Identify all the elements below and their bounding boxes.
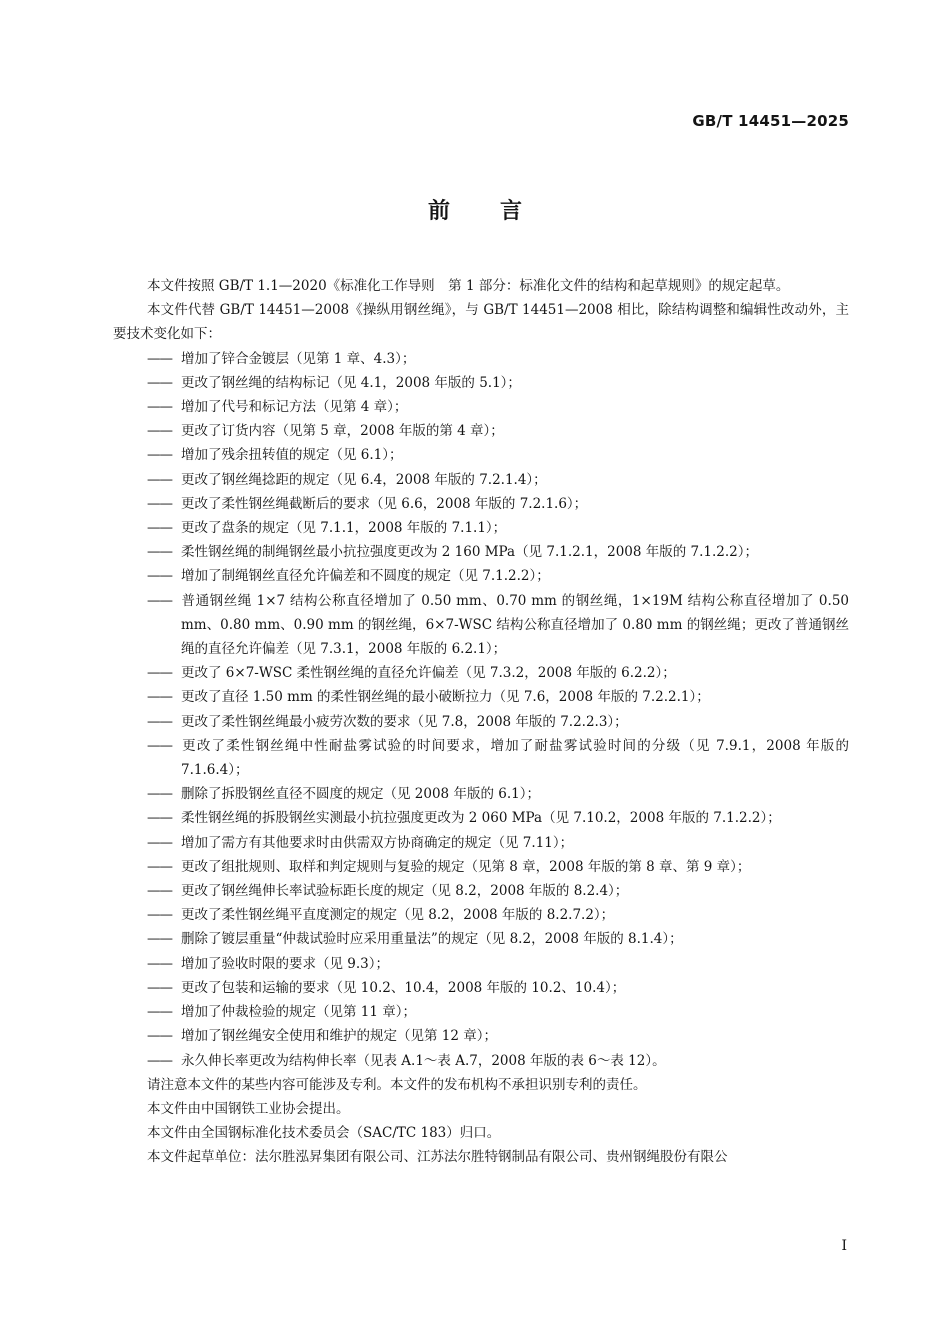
change-text: 增加了钢丝绳安全使用和维护的规定（见第 12 章）；	[181, 1028, 498, 1045]
change-text: 永久伸长率更改为结构伸长率（见表 A.1～表 A.7，2008 年版的表 6～表 12）。	[181, 1052, 666, 1069]
dash-marker: ——	[147, 568, 172, 585]
change-text: 更改了柔性钢丝绳截断后的要求（见 6.6，2008 年版的 7.2.1.6）；	[181, 495, 588, 512]
change-item	[113, 371, 849, 395]
dash-marker: ——	[147, 737, 172, 754]
change-item	[113, 831, 849, 855]
foreword-body	[113, 274, 849, 1170]
change-text: 删除了拆股钢丝直径不圆度的规定（见 2008 年版的 6.1）；	[181, 786, 540, 803]
dash-marker: ——	[147, 520, 172, 537]
change-text: 柔性钢丝绳的制绳钢丝最小抗拉强度更改为 2 160 MPa（见 7.1.2.1，2008 年版的 7.1.2.2）；	[181, 544, 759, 561]
change-text: 增加了锌合金镀层（见第 1 章、4.3）；	[181, 350, 416, 367]
change-text: 更改了钢丝绳伸长率试验标距长度的规定（见 8.2，2008 年版的 8.2.4）；	[181, 883, 629, 900]
dash-marker: ——	[147, 447, 172, 464]
change-text: 更改了柔性钢丝绳平直度测定的规定（见 8.2，2008 年版的 8.2.7.2）；	[181, 907, 615, 924]
technical-changes-list	[113, 347, 849, 1073]
dash-marker: ——	[147, 544, 172, 561]
dash-marker: ——	[147, 883, 172, 900]
change-item	[113, 782, 849, 806]
change-item	[113, 419, 849, 443]
dash-marker: ——	[147, 471, 172, 488]
change-item	[113, 468, 849, 492]
change-text: 更改了柔性钢丝绳最小疲劳次数的要求（见 7.8，2008 年版的 7.2.2.3）；	[181, 713, 628, 730]
change-item	[113, 492, 849, 516]
change-item	[113, 710, 849, 734]
change-item	[113, 589, 849, 662]
change-text: 普通钢丝绳 1×7 结构公称直径增加了 0.50 mm、0.70 mm 的钢丝绳，1×19M 结构公称直径增加了 0.50 mm、0.80 mm、0.90 mm 的钢丝绳，6×7-WSC 结构公称直径增加了 0.80 mm 的钢丝绳；更改了普通钢丝绳的直径允许偏差（见 7.3.1，2008 年版的 6.2.1）；	[181, 592, 849, 658]
change-text: 增加了制绳钢丝直径允许偏差和不圆度的规定（见 7.1.2.2）；	[181, 568, 550, 585]
change-text: 增加了需方有其他要求时由供需双方协商确定的规定（见 7.11）；	[181, 834, 574, 851]
dash-marker: ——	[147, 858, 172, 875]
change-item	[113, 734, 849, 782]
change-item	[113, 661, 849, 685]
page-number: I	[841, 1238, 847, 1254]
change-item	[113, 395, 849, 419]
dash-marker: ——	[147, 1004, 172, 1021]
change-item	[113, 443, 849, 467]
change-text: 柔性钢丝绳的拆股钢丝实测最小抗拉强度更改为 2 060 MPa（见 7.10.2，2008 年版的 7.1.2.2）；	[181, 810, 781, 827]
dash-marker: ——	[147, 786, 172, 803]
dash-marker: ——	[147, 907, 172, 924]
change-text: 增加了验收时限的要求（见 9.3）；	[181, 955, 390, 972]
change-text: 更改了钢丝绳捻距的规定（见 6.4，2008 年版的 7.2.1.4）；	[181, 471, 547, 488]
dash-marker: ——	[147, 495, 172, 512]
change-item	[113, 879, 849, 903]
change-text: 增加了残余扭转值的规定（见 6.1）；	[181, 447, 403, 464]
change-text: 更改了盘条的规定（见 7.1.1，2008 年版的 7.1.1）；	[181, 520, 507, 537]
dash-marker: ——	[147, 1052, 172, 1069]
change-text: 增加了仲裁检验的规定（见第 11 章）；	[181, 1004, 417, 1021]
paragraph-drafting-units: 本文件起草单位：法尔胜泓昇集团有限公司、江苏法尔胜特钢制品有限公司、贵州钢绳股份有限公	[147, 1149, 728, 1166]
change-item	[113, 976, 849, 1000]
standard-code: GB/T 14451—2025	[692, 112, 849, 130]
page-title: 前言	[427, 199, 572, 224]
change-item	[113, 1049, 849, 1073]
change-text: 更改了订货内容（见第 5 章，2008 年版的第 4 章）；	[181, 423, 504, 440]
change-item	[113, 564, 849, 588]
dash-marker: ——	[147, 1028, 172, 1045]
dash-marker: ——	[147, 350, 172, 367]
change-item	[113, 347, 849, 371]
change-text: 增加了代号和标记方法（见第 4 章）；	[181, 399, 408, 416]
dash-marker: ——	[147, 834, 172, 851]
dash-marker: ——	[147, 931, 172, 948]
change-item	[113, 855, 849, 879]
paragraph-drafting-rules: 本文件按照 GB/T 1.1—2020《标准化工作导则 第 1 部分：标准化文件的结构和起草规则》的规定起草。	[147, 278, 790, 294]
change-text: 更改了 6×7-WSC 柔性钢丝绳的直径允许偏差（见 7.3.2，2008 年版的 6.2.2）；	[181, 665, 676, 682]
change-text: 更改了钢丝绳的结构标记（见 4.1，2008 年版的 5.1）；	[181, 374, 521, 391]
change-item	[113, 1024, 849, 1048]
change-item	[113, 685, 849, 709]
paragraph-patent-notice: 请注意本文件的某些内容可能涉及专利。本文件的发布机构不承担识别专利的责任。	[147, 1076, 647, 1093]
change-text: 更改了包装和运输的要求（见 10.2、10.4，2008 年版的 10.2、10.4）；	[181, 979, 626, 996]
change-text: 更改了组批规则、取样和判定规则与复验的规定（见第 8 章，2008 年版的第 8 章、第 9 章）；	[181, 858, 751, 875]
change-item	[113, 806, 849, 830]
paragraph-proposer: 本文件由中国钢铁工业协会提出。	[147, 1100, 350, 1117]
dash-marker: ——	[147, 665, 172, 682]
dash-marker: ——	[147, 399, 172, 416]
change-item	[113, 952, 849, 976]
dash-marker: ——	[147, 592, 172, 609]
change-text: 更改了直径 1.50 mm 的柔性钢丝绳的最小破断拉力（见 7.6，2008 年版的 7.2.2.1）；	[181, 689, 710, 706]
change-item	[113, 903, 849, 927]
dash-marker: ——	[147, 979, 172, 996]
paragraph-replacement-notice: 本文件代替 GB/T 14451—2008《操纵用钢丝绳》，与 GB/T 14451—2008 相比，除结构调整和编辑性改动外，主要技术变化如下：	[113, 302, 849, 343]
change-text: 删除了镀层重量“仲裁试验时应采用重量法”的规定（见 8.2，2008 年版的 8.1.4）；	[181, 931, 683, 948]
dash-marker: ——	[147, 689, 172, 706]
dash-marker: ——	[147, 374, 172, 391]
change-item	[113, 516, 849, 540]
change-text: 更改了柔性钢丝绳中性耐盐雾试验的时间要求，增加了耐盐雾试验时间的分级（见 7.9.1，2008 年版的 7.1.6.4）；	[181, 737, 849, 779]
dash-marker: ——	[147, 955, 172, 972]
change-item	[113, 540, 849, 564]
dash-marker: ——	[147, 423, 172, 440]
dash-marker: ——	[147, 713, 172, 730]
change-item	[113, 1000, 849, 1024]
dash-marker: ——	[147, 810, 172, 827]
paragraph-technical-committee: 本文件由全国钢标准化技术委员会（SAC/TC 183）归口。	[147, 1125, 501, 1142]
change-item	[113, 927, 849, 951]
